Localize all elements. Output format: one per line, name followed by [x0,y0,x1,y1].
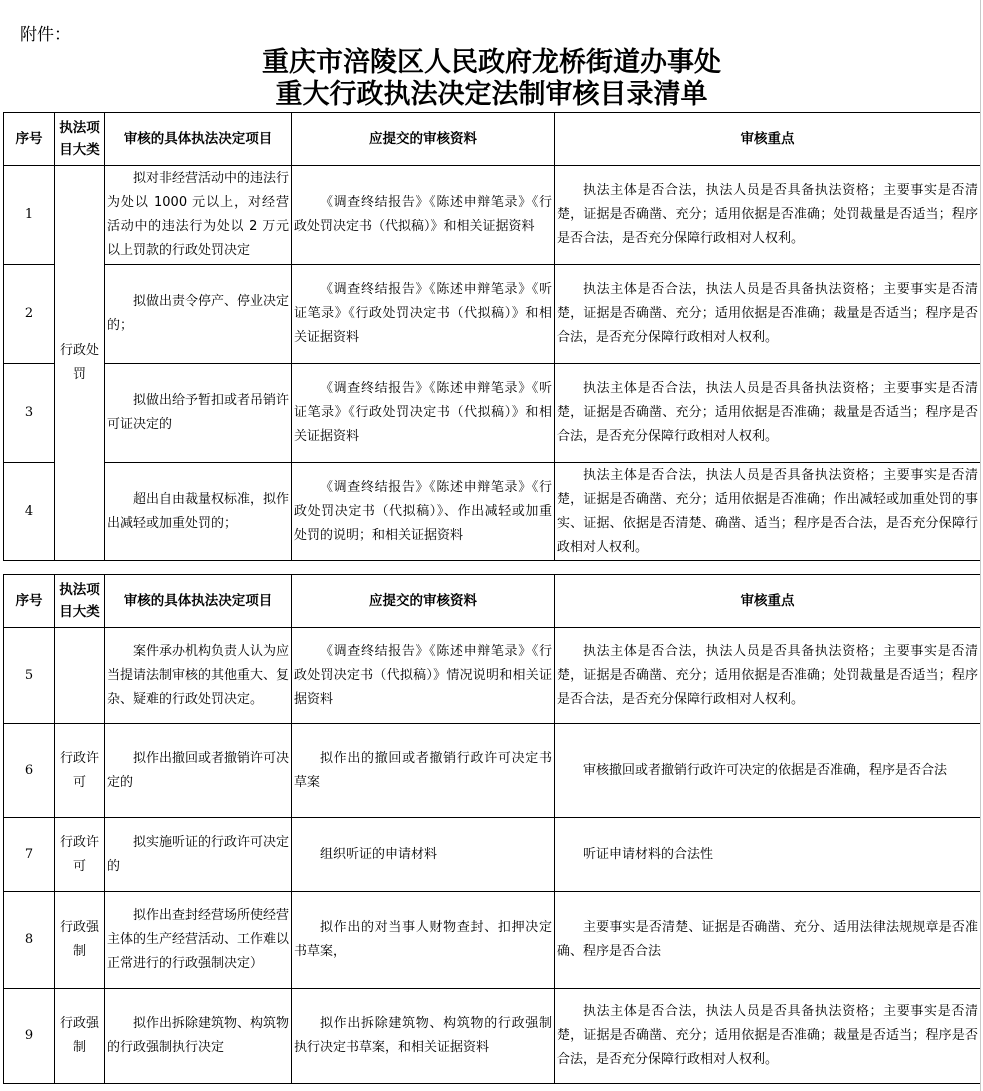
table-row [4,892,981,989]
row-no: 8 [4,892,55,989]
table-row [4,989,981,1084]
row-materials: 《调查终结报告》《陈述申辩笔录》《行政处罚决定书（代拟稿）》、作出减轻或加重处罚的说明；和相关证据资料 [292,463,555,561]
row-category: 行政许可 [55,724,105,818]
row-focus: 审核撤回或者撤销行政许可决定的依据是否准确，程序是否合法 [555,724,981,818]
row-item: 拟作出撤回或者撤销许可决定的 [105,724,292,818]
header-materials: 应提交的审核资料 [292,113,555,166]
row-item: 拟实施听证的行政许可决定的 [105,818,292,892]
row-category: 行政许可 [55,818,105,892]
row-category: 行政处罚 [55,166,105,561]
table-row [4,628,981,724]
row-item: 拟做出责令停产、停业决定的； [105,265,292,364]
header-category: 执法项目大类 [55,575,105,628]
header-no: 序号 [4,575,55,628]
row-focus: 执法主体是否合法，执法人员是否具备执法资格；主要事实是否清楚，证据是否确凿、充分；适用依据是否准确；裁量是否适当；程序是否合法，是否充分保障行政相对人权利。 [555,364,981,463]
row-materials: 《调查终结报告》《陈述申辩笔录》《听证笔录》《行政处罚决定书（代拟稿）》和相关证据资料 [292,364,555,463]
header-materials: 应提交的审核资料 [292,575,555,628]
review-table-part2 [3,574,981,1084]
row-item: 超出自由裁量权标准，拟作出减轻或加重处罚的； [105,463,292,561]
row-no: 5 [4,628,55,724]
row-materials: 《调查终结报告》《陈述申辩笔录》《行政处罚决定书（代拟稿）》情况说明和相关证据资料 [292,628,555,724]
row-no: 6 [4,724,55,818]
table-header-row [4,113,981,166]
row-materials: 拟作出的撤回或者撤销行政许可决定书草案 [292,724,555,818]
document-title-line1: 重庆市涪陵区人民政府龙桥街道办事处 [262,47,721,78]
row-no: 4 [4,463,55,561]
row-category: 行政强制 [55,892,105,989]
page-edge-line [980,0,981,1091]
row-item: 拟对非经营活动中的违法行为处以 1000 元以上，对经营活动中的违法行为处以 2 万元以上罚款的行政处罚决定 [105,166,292,265]
header-item: 审核的具体执法决定项目 [105,575,292,628]
header-category: 执法项目大类 [55,113,105,166]
row-item: 拟做出给予暂扣或者吊销许可证决定的 [105,364,292,463]
row-focus: 主要事实是否清楚、证据是否确凿、充分、适用法律法规规章是否准确、程序是否合法 [555,892,981,989]
attachment-label: 附件： [20,25,71,45]
table-row [4,463,981,561]
table-header-row [4,575,981,628]
row-no: 3 [4,364,55,463]
row-focus: 执法主体是否合法，执法人员是否具备执法资格；主要事实是否清楚，证据是否确凿、充分；适用依据是否准确；处罚裁量是否适当；程序是否合法，是否充分保障行政相对人权利。 [555,166,981,265]
row-focus: 执法主体是否合法，执法人员是否具备执法资格；主要事实是否清楚，证据是否确凿、充分；适用依据是否准确；裁量是否适当；程序是否合法，是否充分保障行政相对人权利。 [555,989,981,1084]
row-focus: 听证申请材料的合法性 [555,818,981,892]
header-focus: 审核重点 [555,113,981,166]
row-no: 7 [4,818,55,892]
row-materials: 《调查终结报告》《陈述申辩笔录》《听证笔录》《行政处罚决定书（代拟稿）》和相关证据资料 [292,265,555,364]
review-table-part1 [3,112,981,561]
table-row [4,166,981,265]
row-no: 1 [4,166,55,265]
row-no: 9 [4,989,55,1084]
row-item: 案件承办机构负责人认为应当提请法制审核的其他重大、复杂、疑难的行政处罚决定。 [105,628,292,724]
table-row [4,724,981,818]
row-focus: 执法主体是否合法，执法人员是否具备执法资格；主要事实是否清楚，证据是否确凿、充分；适用依据是否准确；作出减轻或加重处罚的事实、证据、依据是否清楚、确凿、适当；程序是否合法，是否充分保障行政相对人权利。 [555,463,981,561]
table-row [4,265,981,364]
table-row [4,818,981,892]
header-item: 审核的具体执法决定项目 [105,113,292,166]
row-focus: 执法主体是否合法，执法人员是否具备执法资格；主要事实是否清楚，证据是否确凿、充分；适用依据是否准确；处罚裁量是否适当；程序是否合法，是否充分保障行政相对人权利。 [555,628,981,724]
row-category: 行政强制 [55,989,105,1084]
row-materials: 《调查终结报告》《陈述申辩笔录》《行政处罚决定书（代拟稿）》和相关证据资料 [292,166,555,265]
document-title-line2: 重大行政执法决定法制审核目录清单 [275,79,708,110]
row-materials: 拟作出拆除建筑物、构筑物的行政强制执行决定书草案，和相关证据资料 [292,989,555,1084]
header-focus: 审核重点 [555,575,981,628]
row-category [55,628,105,724]
row-focus: 执法主体是否合法，执法人员是否具备执法资格；主要事实是否清楚，证据是否确凿、充分；适用依据是否准确；裁量是否适当；程序是否合法，是否充分保障行政相对人权利。 [555,265,981,364]
row-item: 拟作出查封经营场所使经营主体的生产经营活动、工作难以正常进行的行政强制决定） [105,892,292,989]
row-materials: 组织听证的申请材料 [292,818,555,892]
row-item: 拟作出拆除建筑物、构筑物的行政强制执行决定 [105,989,292,1084]
row-materials: 拟作出的对当事人财物查封、扣押决定书草案， [292,892,555,989]
table-row [4,364,981,463]
row-no: 2 [4,265,55,364]
header-no: 序号 [4,113,55,166]
